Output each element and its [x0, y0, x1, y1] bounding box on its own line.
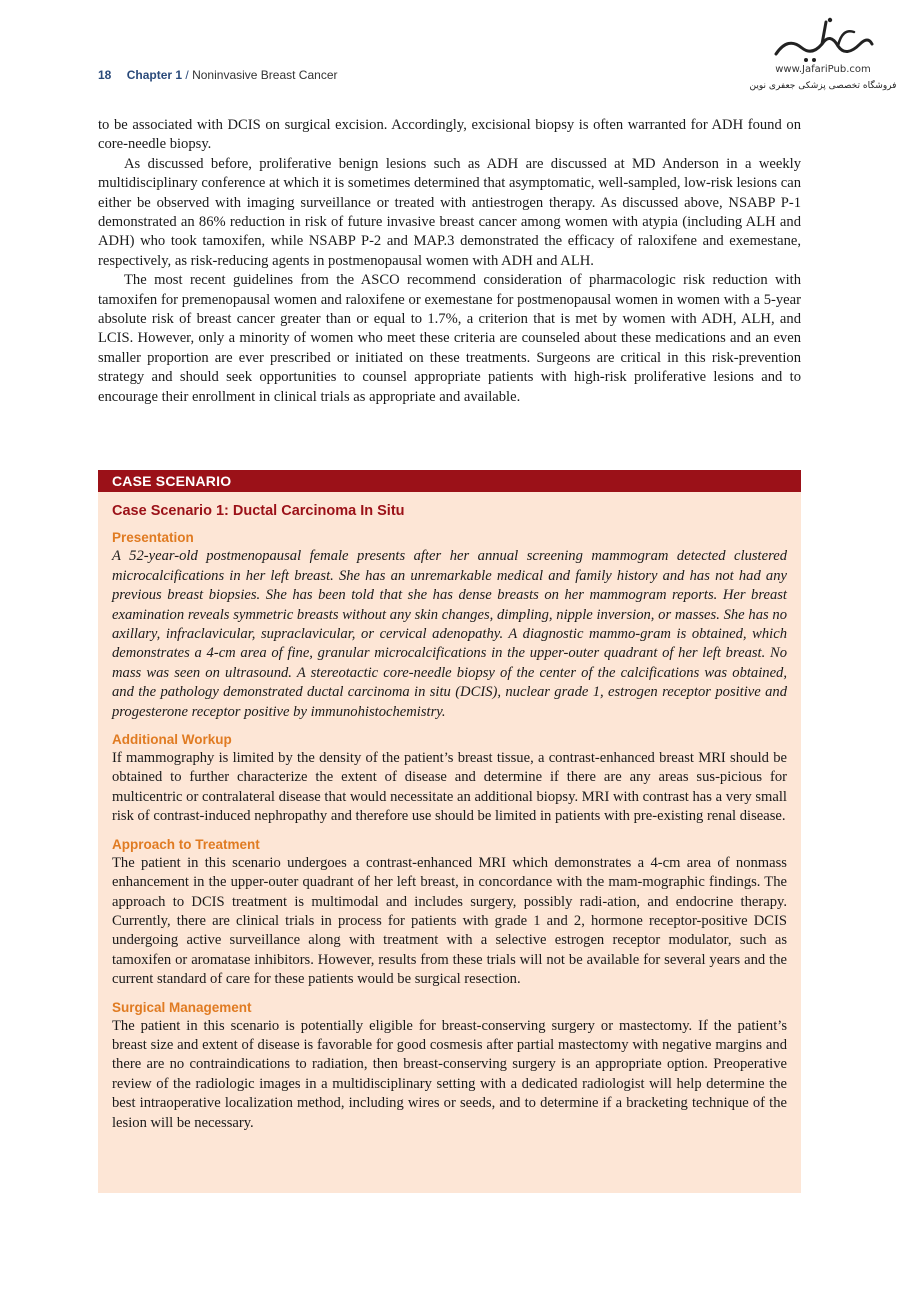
- publisher-logo: [748, 14, 898, 106]
- paragraph: to be associated with DCIS on surgical excision. Accordingly, excisional biopsy is often warranted for ADH found on core-needle biopsy.: [98, 117, 801, 153]
- case-scenario-box: [98, 470, 801, 1193]
- section-heading-surgical-management: Surgical Management: [112, 999, 252, 1015]
- chapter-label: Chapter 1: [126, 68, 183, 82]
- publisher-tagline: فروشگاه تخصصی پزشکی جعفری نوین: [749, 81, 897, 91]
- section-heading-approach: Approach to Treatment: [112, 836, 260, 852]
- paragraph: As discussed before, proliferative benign lesions such as ADH are discussed at MD Anderson in a weekly multidisciplinary conference at which it is sometimes determined that asymptomatic, well-sampled, low-risk lesions can either be observed with imaging surveillance or treated with antiestrogen therapy. As discussed above, NSABP P-1 demonstrated an 86% reduction in risk of future invasive breast cancer among women with atypia (including ALH and ADH) who took tamoxifen, while NSABP P-2 and MAP.3 demonstrated the efficacy of raloxifene and exemestane, respectively, as risk-reducing agents in postmenopausal women with ADH and ALH.: [98, 155, 801, 269]
- section-text-additional-workup: If mammography is limited by the density of the patient’s breast tissue, a contrast-enhanced breast MRI should be obtained to further characterize the extent of disease and determine if there are any areas sus-picious for multicentric or contralateral disease that would necessitate an additional biopsy. MRI with contrast has a very small risk of contrast-induced nephropathy and therefore use should be limited in patients with pre-existing renal disease.: [112, 750, 787, 825]
- chapter-title: Noninvasive Breast Cancer: [192, 68, 338, 82]
- section-text-approach: The patient in this scenario undergoes a contrast-enhanced MRI which demonstrates a 4-cm area of nonmass enhancement in the upper-outer quadrant of her left breast, in concordance with the mam-mographic findings. The approach to DCIS treatment is multimodal and includes surgery, possibly radi-ation, and endocrine therapy. Currently, there are clinical trials in process for patients with grade 1 and 2, hormone receptor-positive DCIS undergoing active surveillance along with treatment with a selective estrogen receptor modulator, such as tamoxifen or aromatase inhibitors. However, results from these trials will not be available for several years and the current standard of care for these patients would be surgical resection.: [112, 854, 787, 988]
- publisher-url: www.JafariPub.com: [775, 64, 871, 75]
- running-header: [98, 68, 338, 82]
- section-heading-additional-workup: Additional Workup: [112, 732, 232, 748]
- case-title: Case Scenario 1: Ductal Carcinoma In Situ: [112, 503, 405, 519]
- case-scenario-banner: CASE SCENARIO: [98, 470, 801, 492]
- paragraph: The most recent guidelines from the ASCO recommend consideration of pharmacologic risk reduction with tamoxifen for premenopausal women and raloxifene or exemestane for postmenopausal women in women with a 5-year absolute risk of breast cancer greater than or equal to 1.7%, a criterion that is met by women with ADH, ALH, and LCIS. However, only a minority of women who meet these criteria are counseled about these medications and an even smaller proportion are ever prescribed or initiated on these treatments. Surgeons are critical in this risk-prevention strategy and should seek opportunities to counsel appropriate patients with high-risk proliferative lesions and to encourage their enrollment in clinical trials as appropriate and available.: [98, 272, 801, 405]
- section-heading-presentation: Presentation: [112, 530, 194, 546]
- section-text-surgical-management: The patient in this scenario is potentially eligible for breast-conserving surgery or mastectomy. If the patient’s breast size and extent of disease is favorable for good cosmesis after partial mastectomy with negative margins and there are no contraindications to radiation, then breast-conserving surgery is an appropriate option. Preoperative review of the radiologic images in a multidisciplinary setting with a dedicated radiologist will help determine the best intraoperative localization method, including wires or seeds, and to determine if a bracketing technique of the lesion will be necessary.: [112, 1017, 787, 1131]
- calligraphy-logo-icon: [768, 14, 878, 66]
- section-text-presentation: A 52-year-old postmenopausal female presents after her annual screening mammogram detected clustered microcalcifications in her left breast. She has an unremarkable medical and family history and has not had any previous breast biopsies. She has been told that she has dense breasts on her mammogram reports. Her breast examination reveals symmetric breasts without any skin changes, dimpling, nipple inversion, or masses. She has no axillary, infraclavicular, supraclavicular, or cervical adenopathy. A diagnostic mammo-gram is obtained, which demonstrates a 4-cm area of fine, granular microcalcifications in the upper-outer quadrant of her left breast. No mass was seen on ultrasound. A stereotactic core-needle biopsy of the center of the calcifications was obtained, and the pathology demonstrated ductal carcinoma in situ (DCIS), nuclear grade 1, estrogen receptor positive and progesterone receptor positive by immunohistochemistry.: [112, 548, 787, 720]
- header-separator: /: [185, 68, 189, 82]
- main-body: [98, 116, 801, 407]
- page-number: 18: [98, 68, 112, 82]
